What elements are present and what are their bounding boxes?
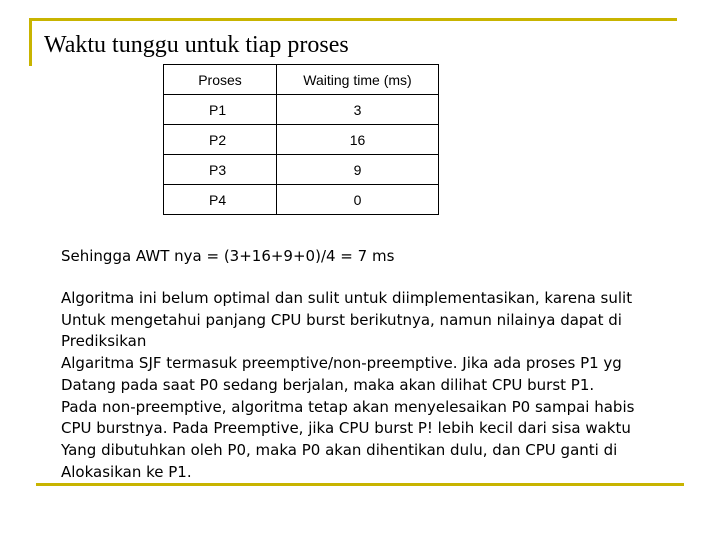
cell-waiting-time: 9 bbox=[277, 155, 439, 185]
header-proses: Proses bbox=[164, 65, 277, 95]
cell-waiting-time: 3 bbox=[277, 95, 439, 125]
table-row bbox=[164, 125, 439, 155]
paragraph-line: Untuk mengetahui panjang CPU burst berikutnya, namun nilainya dapat di bbox=[61, 310, 622, 329]
table-row bbox=[164, 95, 439, 125]
waiting-time-table bbox=[163, 64, 439, 215]
slide-frame-left-border bbox=[29, 18, 32, 66]
cell-proses: P1 bbox=[164, 95, 277, 125]
cell-waiting-time: 16 bbox=[277, 125, 439, 155]
awt-result-text: Sehingga AWT nya = (3+16+9+0)/4 = 7 ms bbox=[61, 247, 395, 265]
paragraph-line: CPU burstnya. Pada Preemptive, jika CPU burst P! lebih kecil dari sisa waktu bbox=[61, 419, 631, 438]
slide-title: Waktu tunggu untuk tiap proses bbox=[44, 32, 349, 58]
paragraph-line: Alokasikan ke P1. bbox=[61, 462, 192, 481]
paragraph-line: Algoritma ini belum optimal dan sulit untuk diimplementasikan, karena sulit bbox=[61, 289, 633, 307]
paragraph-line: Datang pada saat P0 sedang berjalan, maka akan dilihat CPU burst P1. bbox=[61, 375, 595, 394]
paragraph-line: Yang dibutuhkan oleh P0, maka P0 akan dihentikan dulu, dan CPU ganti di bbox=[61, 440, 618, 459]
table-header-row bbox=[164, 65, 439, 95]
cell-proses: P3 bbox=[164, 155, 277, 185]
explanation-paragraph bbox=[61, 288, 711, 483]
paragraph-line: Pada non-preemptive, algoritma tetap akan menyelesaikan P0 sampai habis bbox=[61, 397, 635, 416]
slide-frame-bottom-border bbox=[36, 483, 684, 486]
paragraph-line: Prediksikan bbox=[61, 332, 147, 351]
cell-proses: P2 bbox=[164, 125, 277, 155]
cell-proses: P4 bbox=[164, 185, 277, 215]
table-row bbox=[164, 155, 439, 185]
table-row bbox=[164, 185, 439, 215]
cell-waiting-time: 0 bbox=[277, 185, 439, 215]
slide-frame-top-border bbox=[29, 18, 677, 21]
paragraph-line: Algaritma SJF termasuk preemptive/non-preemptive. Jika ada proses P1 yg bbox=[61, 354, 622, 373]
header-waiting-time: Waiting time (ms) bbox=[277, 65, 439, 95]
